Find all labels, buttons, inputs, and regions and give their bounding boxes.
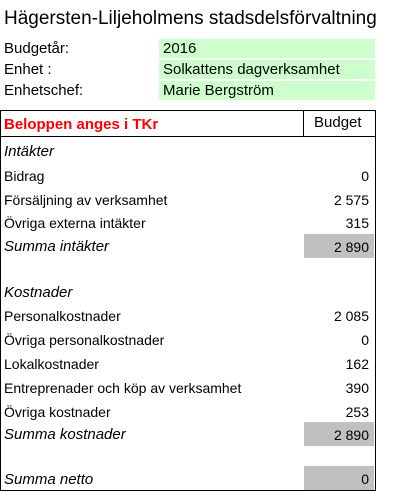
- income-sum-label: Summa intäkter: [4, 238, 110, 255]
- row-value-bidrag: 0: [361, 168, 369, 184]
- income-heading: Intäkter: [4, 143, 55, 160]
- row-label-bidrag: Bidrag: [4, 168, 45, 184]
- row-value-entreprenader: 390: [345, 380, 369, 396]
- unit-manager-label: Enhetschef:: [4, 82, 84, 99]
- income-sum-value: 2 890: [333, 239, 369, 255]
- budget-column-header: Budget: [314, 114, 362, 131]
- cost-sum-value: 2 890: [333, 427, 369, 443]
- cost-heading: Kostnader: [4, 284, 73, 301]
- row-label-lokal: Lokalkostnader: [4, 356, 99, 372]
- row-value-ovriga-personal: 0: [361, 332, 369, 348]
- unit-field[interactable]: Solkattens dagverksamhet: [159, 60, 375, 79]
- budget-year-label: Budgetår:: [4, 40, 70, 57]
- page-title: Hägersten-Liljeholmens stadsdelsförvaltning: [4, 8, 377, 29]
- cost-sum-label: Summa kostnader: [4, 426, 126, 443]
- budget-year-field[interactable]: 2016: [159, 39, 375, 58]
- row-label-forsaljning: Försäljning av verksamhet: [4, 192, 168, 208]
- header-divider: [303, 110, 304, 137]
- net-sum-label: Summa netto: [4, 471, 94, 488]
- row-label-ovriga-externa: Övriga externa intäkter: [4, 215, 146, 231]
- unit-manager-field[interactable]: Marie Bergström: [159, 81, 375, 100]
- row-value-ovriga-kostnader: 253: [345, 404, 369, 420]
- table-left-border: [0, 110, 1, 491]
- row-label-ovriga-personal: Övriga personalkostnader: [4, 332, 165, 348]
- table-right-border: [375, 110, 376, 491]
- row-label-entreprenader: Entreprenader och köp av verksamhet: [4, 380, 242, 396]
- row-value-forsaljning: 2 575: [333, 192, 369, 208]
- table-bottom-border: [0, 490, 376, 491]
- net-sum-value: 0: [361, 471, 369, 487]
- row-value-personal: 2 085: [333, 308, 369, 324]
- row-label-ovriga-kostnader: Övriga kostnader: [4, 404, 111, 420]
- unit-label: Enhet :: [4, 61, 52, 78]
- row-value-lokal: 162: [345, 356, 369, 372]
- row-label-personal: Personalkostnader: [4, 308, 121, 324]
- header-bottom-border: [0, 136, 376, 137]
- amount-unit-header: Beloppen anges i TKr: [4, 116, 159, 133]
- table-top-border: [0, 110, 376, 111]
- row-value-ovriga-externa: 315: [345, 215, 369, 231]
